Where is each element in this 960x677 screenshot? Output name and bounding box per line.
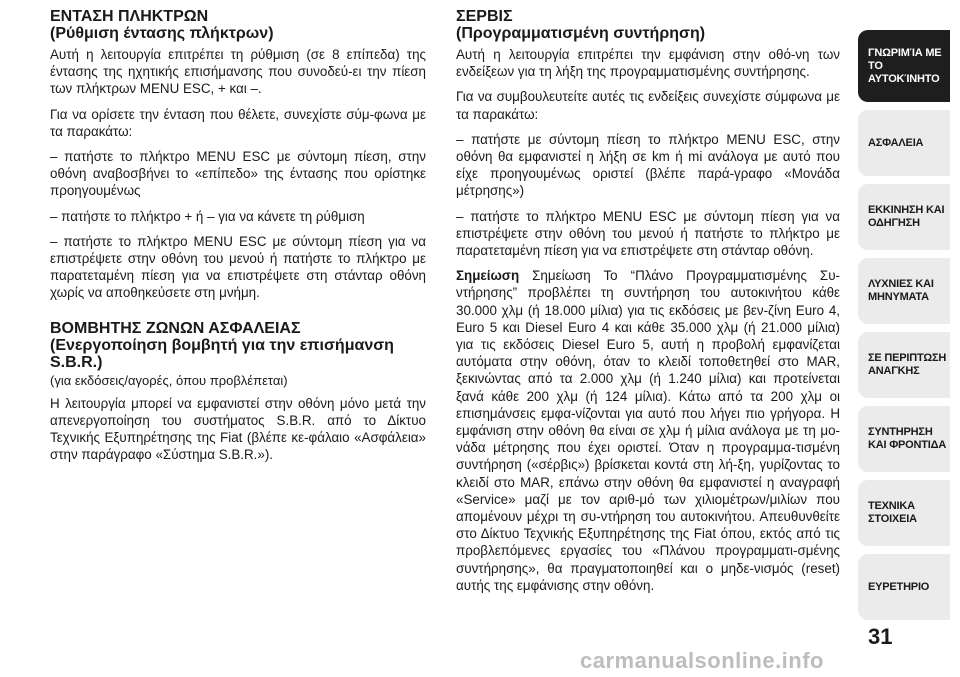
paragraph: Για να συμβουλευτείτε αυτές τις ενδείξεις συνεχίστε σύμφωνα με τα παρακάτω: bbox=[456, 89, 840, 122]
watermark: carmanualsonline.info bbox=[580, 648, 824, 673]
right-column bbox=[456, 8, 840, 602]
paragraph: Αυτή η λειτουργία επιτρέπει τη ρύθμιση (σε 8 επίπεδα) της έντασης της ηχητικής επισήμανσης που συνοδεύ-ει την πίεση των πλήκτρων MENU ESC, + και –. bbox=[50, 47, 426, 97]
section-title-key-volume: ΕΝΤΑΣΗ ΠΛΗΚΤΡΩΝ bbox=[50, 8, 209, 25]
section-subtitle-key-volume: (Ρύθμιση έντασης πλήκτρων) bbox=[50, 25, 274, 42]
section-title-seatbelt-buzzer: ΒΟΜΒΗΤΗΣ ΖΩΝΩΝ ΑΣΦΑΛΕΙΑΣ bbox=[50, 319, 301, 337]
tab-index[interactable]: ΕΥΡΕΤΗΡΙΟ bbox=[858, 554, 950, 620]
paragraph: – πατήστε το πλήκτρο + ή – για να κάνετε τη ρύθμιση bbox=[50, 208, 365, 224]
paragraph: – πατήστε το πλήκτρο MENU ESC με σύντομη πίεση για να επιστρέψετε στην οθόνη του μενού ή πατήστε το πλήκτρο με παρατεταμένη πίεση για να επιστρέψετε στη στάνταρ οθόνη χωρίς να αποθηκεύσετε στη μνήμη. bbox=[50, 233, 426, 301]
chapter-sidebar bbox=[858, 0, 960, 677]
tab-starting-driving[interactable]: ΕΚΚΙΝΗΣΗ ΚΑΙ ΟΔΗΓΗΣΗ bbox=[858, 184, 950, 250]
paragraph: Η λειτουργία μπορεί να εμφανιστεί στην οθόνη μόνο μετά την απενεργοποίηση του συστήματος S.B.R. από το Δίκτυο Τεχνικής Εξυπηρέτησης της Fiat (βλέπε κε-φάλαιο «Ασφάλεια» στην παράγραφο «Σύστημα S.B.R.»). bbox=[50, 395, 426, 463]
paragraph: – πατήστε το πλήκτρο MENU ESC με σύντομη πίεση, στην οθόνη αναβοσβήνει το «επίπεδο» της έντασης που ορίστηκε προηγουμένως bbox=[50, 149, 426, 199]
note-text: Σημείωση Το “Πλάνο Προγραμματισμένης Συ-ντήρησης” προβλέπει τη συντήρηση του αυτοκινήτου κάθε 30.000 χλμ (ή 18.000 μίλια) για τις εκδόσεις με βεν-ζίνη Euro 4, Euro 5 και Diesel Euro 4 και κάθε 35.000 χλμ (ή 21.000 μίλια) για τις εκδόσεις Diesel Euro 5, αυτή η προβολή εμφανίζεται αυτόματα στην οθόνη, όταν το κλειδί τοποθετηθεί στο MAR, ξεκινώντας από τα 2.000 χλμ (ή 1.240 μίλια) και προτείνεται ξανά κάθε 200 χλμ (ή 124 μίλια). Κάτω από τα 200 χλμ οι επισημάνσεις εμφα-νίζονται για αυτό που λήγει πιο γρήγορα. Η εμφάνιση στην οθόνη θα είναι σε χλμ ή μίλια ανάλογα με τη μο-νάδα μέτρησης που έχει οριστεί. Όταν η προγραμμα-τισμένη συντήρηση («σέρβις») βρίσκεται κοντά στη λή-ξη, γυρίζοντας το κλειδί στο MAR, επάνω στην οθόνη θα εμφανιστεί η αναγραφή «Service» μαζί με τον αριθ-μό των χιλιομέτρων/μιλίων που απομένουν μέχρι τη συ-ντήρηση του αυτοκινήτου. Απευθυνθείτε στο Δίκτυο Τεχνικής Εξυπηρέτησης της Fiat όπου, εκτός από τις προβλεπόμενες εργασίες του «Πλάνου προγραμματι-σμένης συντήρησης», θα πραγματοποιηθεί και ο μηδε-νισμός (reset) αυτής της εμφάνισης στην οθόνη. bbox=[456, 268, 840, 593]
tab-technical-data[interactable]: ΤΕΧΝΙΚΑ ΣΤΟΙΧΕΙΑ bbox=[858, 480, 950, 546]
tab-emergency[interactable]: ΣΕ ΠΕΡΙΠΤΩΣΗ ΑΝΑΓΚΗΣ bbox=[858, 332, 950, 398]
availability-note: (για εκδόσεις/αγορές, όπου προβλέπεται) bbox=[50, 372, 288, 388]
paragraph: – πατήστε με σύντομη πίεση το πλήκτρο MENU ESC, στην οθόνη θα εμφανιστεί η λήξη σε km ή mi ανάλογα με αυτό που είχε προηγουμένως οριστεί (βλέπε παρά-γραφο «Μονάδα μέτρησης») bbox=[456, 131, 840, 199]
tab-warning-lights[interactable]: ΛΥΧΝΙΕΣ ΚΑΙ ΜΗΝΥΜΑΤΑ bbox=[858, 258, 950, 324]
service-note bbox=[456, 267, 840, 594]
note-label: Σημείωση bbox=[456, 268, 520, 284]
page-number: 31 bbox=[868, 624, 893, 649]
section-title-service: ΣΕΡΒΙΣ bbox=[456, 8, 513, 25]
paragraph: – πατήστε το πλήκτρο MENU ESC με σύντομη πίεση για να επιστρέψετε στην οθόνη του μενού ή πατήστε το πλήκτρο με παρατεταμένη πίεση για να επιστρέψετε στη στάνταρ οθόνη. bbox=[456, 208, 840, 259]
tab-getting-to-know[interactable]: ΓΝΩΡΙΜΊΑ ΜΕ ΤΟ ΑΥΤΟΚΊΝΗΤΟ bbox=[858, 30, 950, 102]
left-column bbox=[50, 8, 426, 471]
section-subtitle-seatbelt-buzzer: (Ενεργοποίηση βομβητή για την επισήμανση S.B.R.) bbox=[50, 336, 394, 371]
section-subtitle-service: (Προγραμματισμένη συντήρηση) bbox=[456, 25, 706, 42]
tab-maintenance[interactable]: ΣΥΝΤΗΡΗΣΗ ΚΑΙ ΦΡΟΝΤΙΔΑ bbox=[858, 406, 950, 472]
tab-safety[interactable]: ΑΣΦΑΛΕΙΑ bbox=[858, 110, 950, 176]
paragraph: Για να ορίσετε την ένταση που θέλετε, συνεχίστε σύμ-φωνα με τα παρακάτω: bbox=[50, 106, 426, 139]
paragraph: Αυτή η λειτουργία επιτρέπει την εμφάνιση στην οθό-νη των ενδείξεων για τη λήξη της προγραμματισμένης συντήρησης. bbox=[456, 47, 840, 80]
